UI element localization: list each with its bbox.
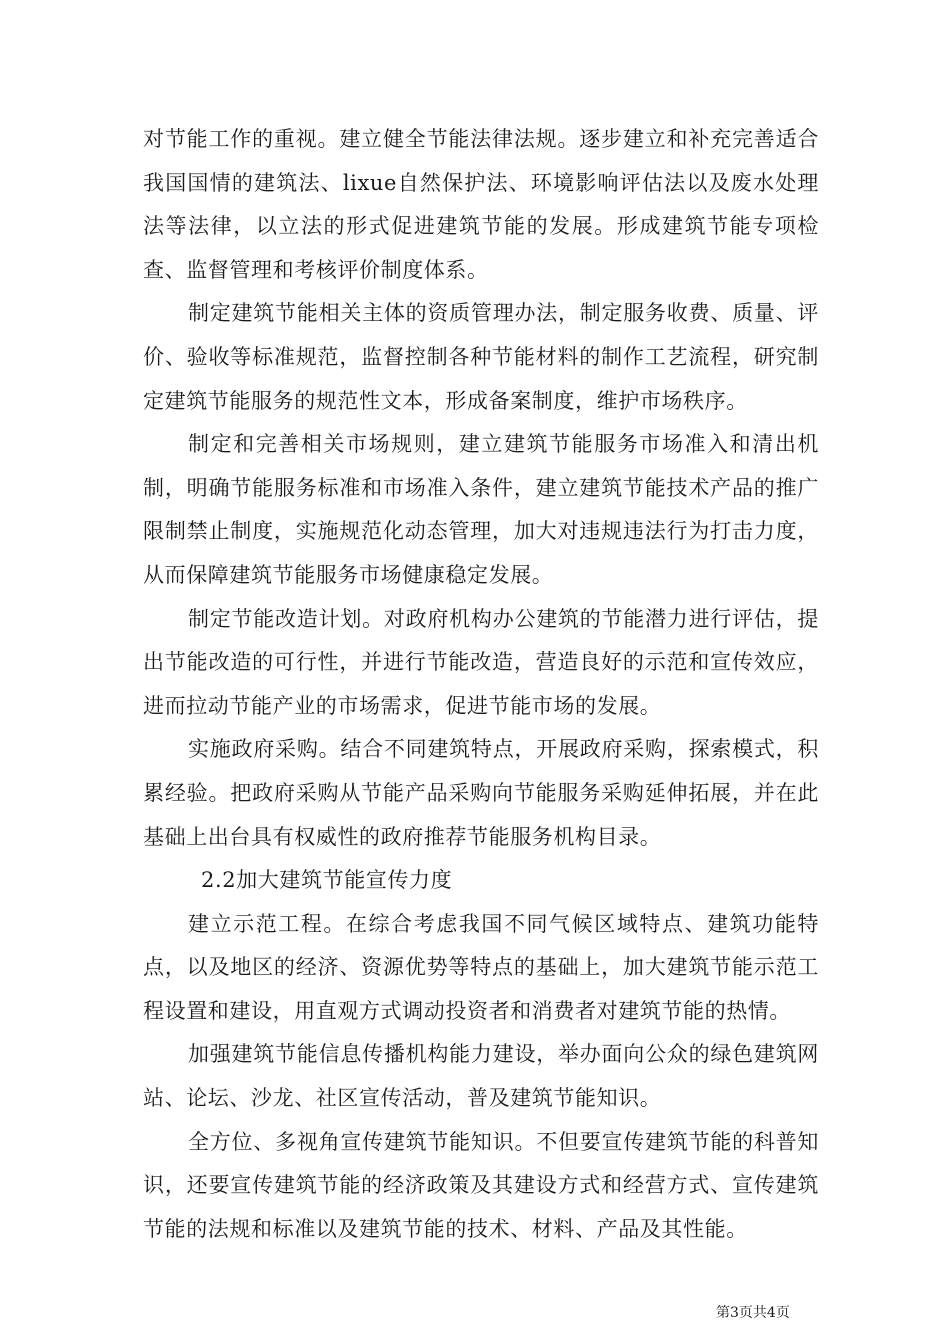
paragraph-3: 制定和完善相关市场规则，建立建筑节能服务市场准入和清出机制，明确节能服务标准和市场准入条件，建立建筑节能技术产品的推广限制禁止制度，实施规范化动态管理，加大对违规违法行为打击力度，从而保障建筑节能服务市场健康稳定发展。 [143, 432, 819, 587]
paragraph-5: 实施政府采购。结合不同建筑特点，开展政府采购，探索模式，积累经验。把政府采购从节能产品采购向节能服务采购延伸拓展，并在此基础上出台具有权威性的政府推荐节能服务机构目录。 [143, 737, 819, 849]
paragraph-8: 全方位、多视角宣传建筑节能知识。不但要宣传建筑节能的科普知识，还要宣传建筑节能的经济政策及其建设方式和经营方式、宣传建筑节能的法规和标准以及建筑节能的技术、材料、产品及其性能。 [143, 1129, 819, 1241]
paragraph-7: 加强建筑节能信息传播机构能力建设，举办面向公众的绿色建筑网站、论坛、沙龙、社区宣传活动，普及建筑节能知识。 [143, 1042, 819, 1111]
paragraph-6: 建立示范工程。在综合考虑我国不同气候区域特点、建筑功能特点，以及地区的经济、资源优势等特点的基础上，加大建筑节能示范工程设置和建设，用直观方式调动投资者和消费者对建筑节能的热情。 [143, 911, 819, 1023]
page-number-footer: 第3页共4页 [716, 1305, 790, 1321]
paragraph-1: 对节能工作的重视。建立健全节能法律法规。逐步建立和补充完善适合我国国情的建筑法、lixue自然保护法、环境影响评估法以及废水处理法等法律，以立法的形式促进建筑节能的发展。形成建筑节能专项检查、监督管理和考核评价制度体系。 [143, 127, 819, 282]
section-heading: 2.2加大建筑节能宣传力度 [201, 868, 453, 893]
paragraph-2: 制定建筑节能相关主体的资质管理办法，制定服务收费、质量、评价、验收等标准规范，监督控制各种节能材料的制作工艺流程，研究制定建筑节能服务的规范性文本，形成备案制度，维护市场秩序。 [143, 301, 819, 413]
document-body [143, 118, 819, 1251]
paragraph-4: 制定节能改造计划。对政府机构办公建筑的节能潜力进行评估，提出节能改造的可行性，并进行节能改造，营造良好的示范和宣传效应，进而拉动节能产业的市场需求，促进节能市场的发展。 [143, 606, 819, 718]
